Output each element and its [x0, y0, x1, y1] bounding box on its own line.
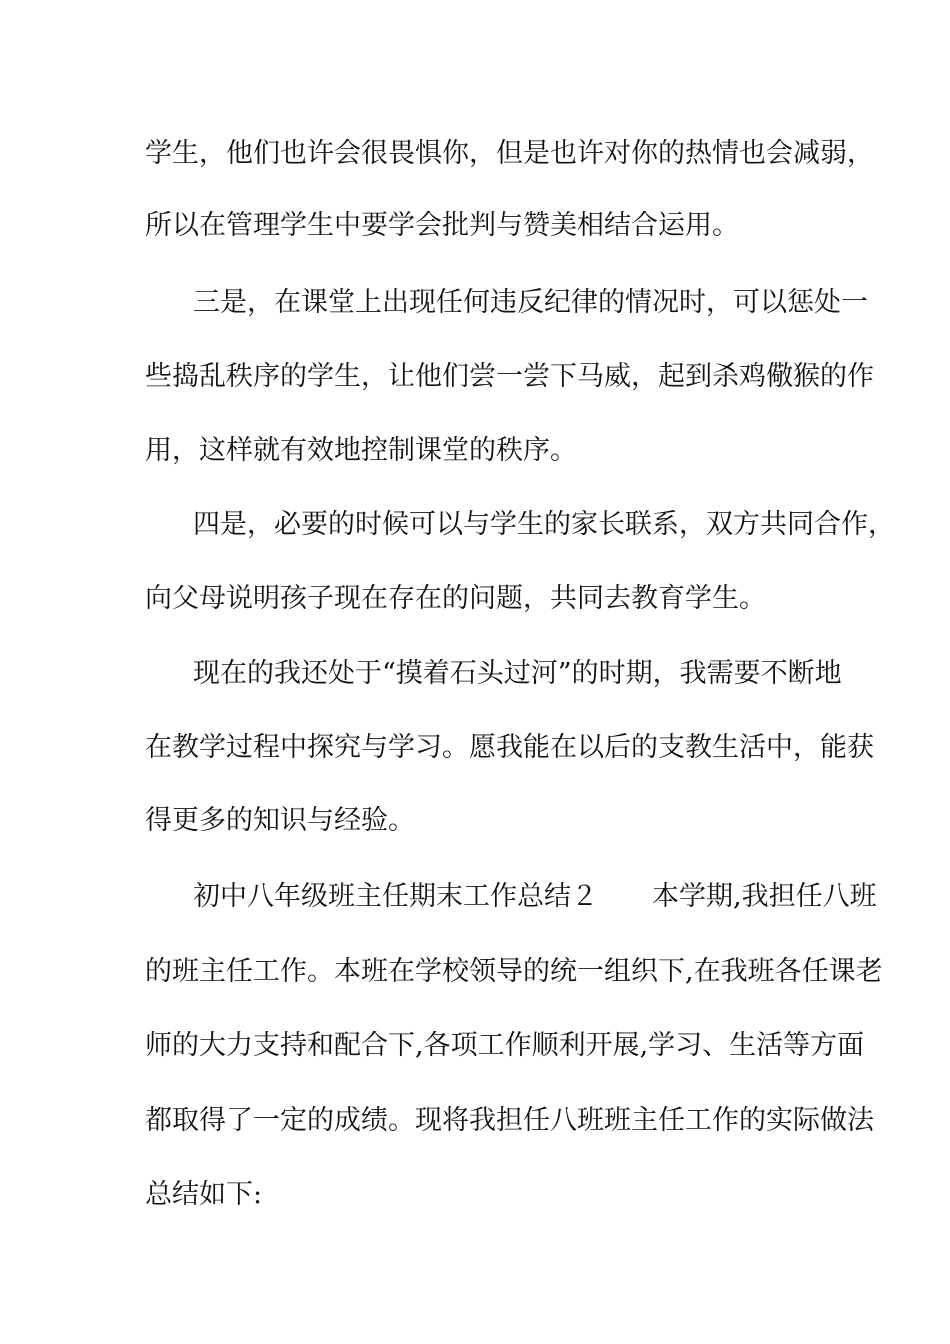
paragraph-line: 学生，他们也许会很畏惧你，但是也许对你的热情也会减弱， — [145, 138, 874, 169]
paragraph-line: 得更多的知识与经验。 — [145, 805, 415, 836]
paragraph-line: 四是，必要的时候可以与学生的家长联系，双方共同合作， — [193, 509, 895, 540]
paragraph-line: 都取得了一定的成绩。现将我担任八班班主任工作的实际做法 — [145, 1105, 874, 1136]
paragraph-line: 在教学过程中探究与学习。愿我能在以后的支教生活中，能获 — [145, 732, 874, 763]
paragraph-line: 用，这样就有效地控制课堂的秩序。 — [145, 435, 577, 466]
paragraph-line: 三是，在课堂上出现任何违反纪律的情况时，可以惩处一 — [193, 287, 868, 318]
paragraph-line: 现在的我还处于“摸着石头过河”的时期，我需要不断地 — [193, 658, 842, 689]
paragraph-line: 的班主任工作。本班在学校领导的统一组织下,在我班各任课老 — [145, 956, 883, 987]
paragraph-line: 向父母说明孩子现在存在的问题，共同去教育学生。 — [145, 583, 766, 614]
paragraph-line: 总结如下: — [145, 1179, 263, 1210]
paragraph-line: 师的大力支持和配合下,各项工作顺利开展,学习、生活等方面 — [145, 1030, 865, 1061]
paragraph-line: 初中八年级班主任期末工作总结２ 本学期,我担任八班 — [193, 881, 877, 912]
paragraph-line: 些捣乱秩序的学生，让他们尝一尝下马威，起到杀鸡儆猴的作 — [145, 361, 874, 392]
paragraph-line: 所以在管理学生中要学会批判与赞美相结合运用。 — [145, 210, 739, 241]
